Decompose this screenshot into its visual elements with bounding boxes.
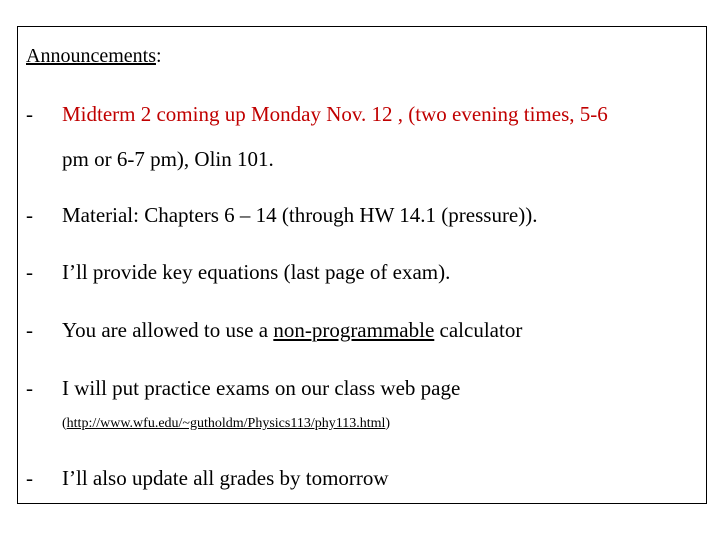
bullet-dash: -: [26, 203, 33, 227]
midterm-text-line2: pm or 6-7 pm), Olin 101.: [62, 147, 274, 171]
practice-exams-text: I will put practice exams on our class web page: [62, 376, 461, 400]
announcement-item-grades: [26, 466, 696, 490]
announcement-item-calculator: [26, 318, 696, 342]
calculator-text-underlined: non-programmable: [273, 318, 435, 342]
bullet-dash: -: [26, 102, 33, 126]
bullet-dash: -: [26, 466, 33, 490]
equations-text: I’ll provide key equations (last page of exam).: [62, 260, 451, 284]
calculator-text-before: You are allowed to use a: [62, 318, 274, 342]
url-open-paren: (: [62, 416, 67, 431]
calculator-text: [62, 318, 696, 342]
bullet-dash: -: [26, 376, 33, 400]
material-text: Material: Chapters 6 – 14 (through HW 14.1 (pressure)).: [62, 203, 538, 227]
announcement-item-equations: [26, 260, 696, 284]
announcement-item-midterm: [26, 102, 696, 182]
web-page-url-line: [62, 415, 390, 433]
heading-colon: :: [155, 45, 162, 67]
bullet-dash: -: [26, 318, 33, 342]
bullet-dash: -: [26, 260, 33, 284]
midterm-text: [62, 92, 696, 182]
midterm-text-line1: Midterm 2 coming up Monday Nov. 12 , (two evening times, 5-6: [62, 102, 608, 126]
grades-text: I’ll also update all grades by tomorrow: [62, 466, 389, 490]
class-web-page-link[interactable]: http://www.wfu.edu/~gutholdm/Physics113/phy113.html: [66, 416, 386, 431]
url-close-paren: ): [385, 416, 391, 431]
announcements-heading: [26, 44, 162, 68]
announcement-item-practice-exams: [26, 376, 696, 400]
heading-title: Announcements: [26, 45, 156, 67]
announcement-item-material: [26, 203, 696, 227]
calculator-text-after: calculator: [434, 318, 523, 342]
